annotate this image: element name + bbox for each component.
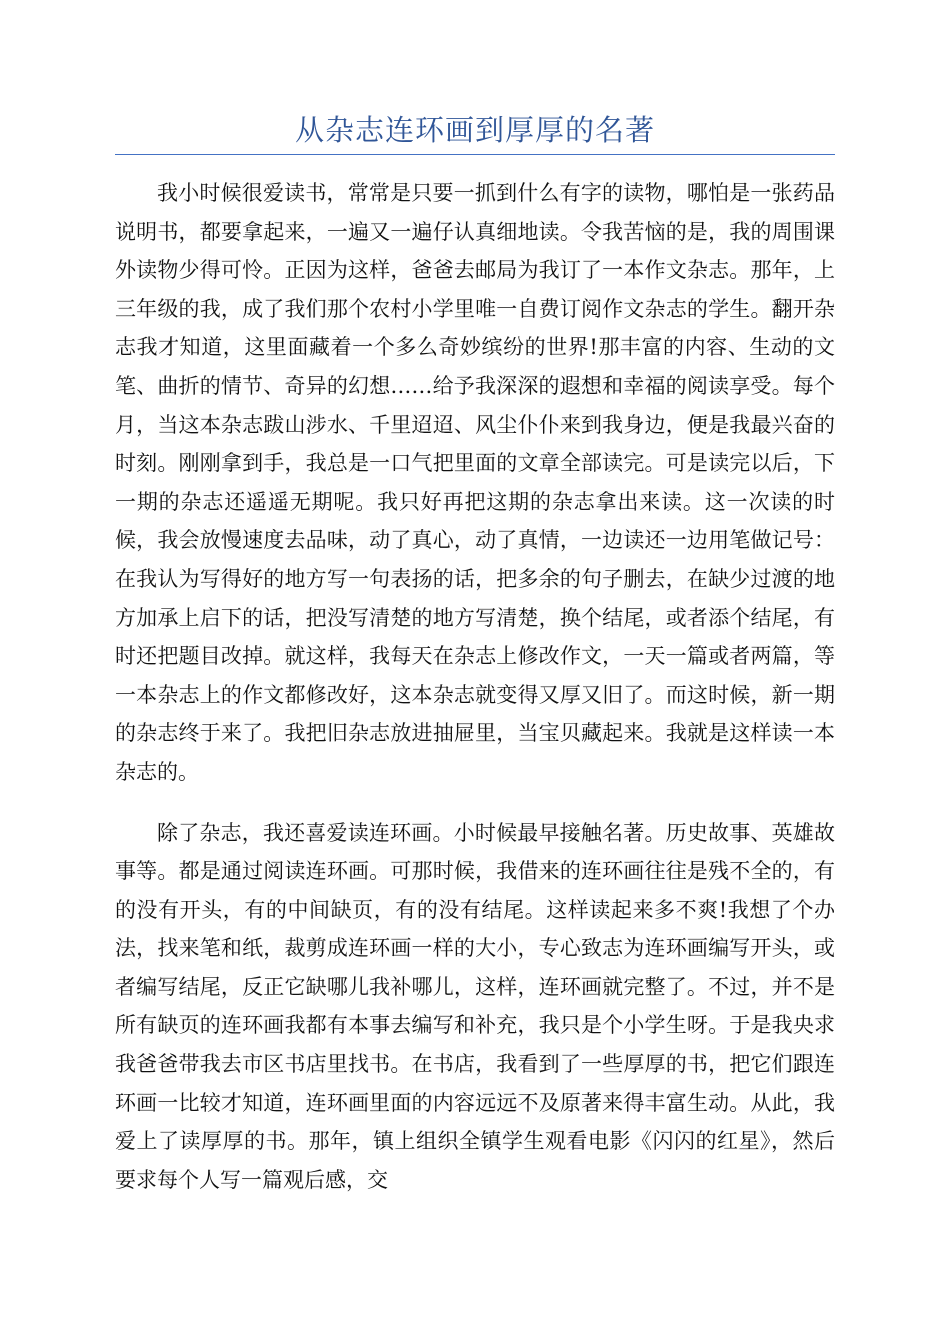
paragraph-2: 除了杂志，我还喜爱读连环画。小时候最早接触名著。历史故事、英雄故事等。都是通过阅读连环画。可那时候，我借来的连环画往往是残不全的，有的没有开头，有的中间缺页，有的没有结尾。这样读起来多不爽!我想了个办法，找来笔和纸，裁剪成连环画一样的大小，专心致志为连环画编写开头，或者编写结尾，反正它缺哪儿我补哪儿，这样，连环画就完整了。不过，并不是所有缺页的连环画我都有本事去编写和补充，我只是个小学生呀。于是我央求我爸爸带我去市区书店里找书。在书店，我看到了一些厚厚的书，把它们跟连环画一比较才知道，连环画里面的内容远远不及原著来得丰富生动。从此，我爱上了读厚厚的书。那年，镇上组织全镇学生观看电影《闪闪的红星》，然后要求每个人写一篇观后感，交: [115, 820, 835, 1192]
document-title: 从杂志连环画到厚厚的名著: [294, 113, 655, 147]
document-body: [115, 174, 835, 1199]
paragraph-1: 我小时候很爱读书，常常是只要一抓到什么有字的读物，哪怕是一张药品说明书，都要拿起来，一遍又一遍仔认真细地读。令我苦恼的是，我的周围课外读物少得可怜。正因为这样，爸爸去邮局为我订了一本作文杂志。那年，上三年级的我，成了我们那个农村小学里唯一自费订阅作文杂志的学生。翻开杂志我才知道，这里面藏着一个多么奇妙缤纷的世界!那丰富的内容、生动的文笔、曲折的情节、奇异的幻想……给予我深深的遐想和幸福的阅读享受。每个月，当这本杂志跋山涉水、千里迢迢、风尘仆仆来到我身边，便是我最兴奋的时刻。刚刚拿到手，我总是一口气把里面的文章全部读完。可是读完以后，下一期的杂志还遥遥无期呢。我只好再把这期的杂志拿出来读。这一次读的时候，我会放慢速度去品味，动了真心，动了真情，一边读还一边用笔做记号：在我认为写得好的地方写一句表扬的话，把多余的句子删去，在缺少过渡的地方加承上启下的话，把没写清楚的地方写清楚，换个结尾，或者添个结尾，有时还把题目改掉。就这样，我每天在杂志上修改作文，一天一篇或者两篇，等一本杂志上的作文都修改好，这本杂志就变得又厚又旧了。而这时候，新一期的杂志终于来了。我把旧杂志放进抽屉里，当宝贝藏起来。我就是这样读一本杂志的。: [115, 181, 835, 784]
title-underline: [115, 154, 835, 155]
